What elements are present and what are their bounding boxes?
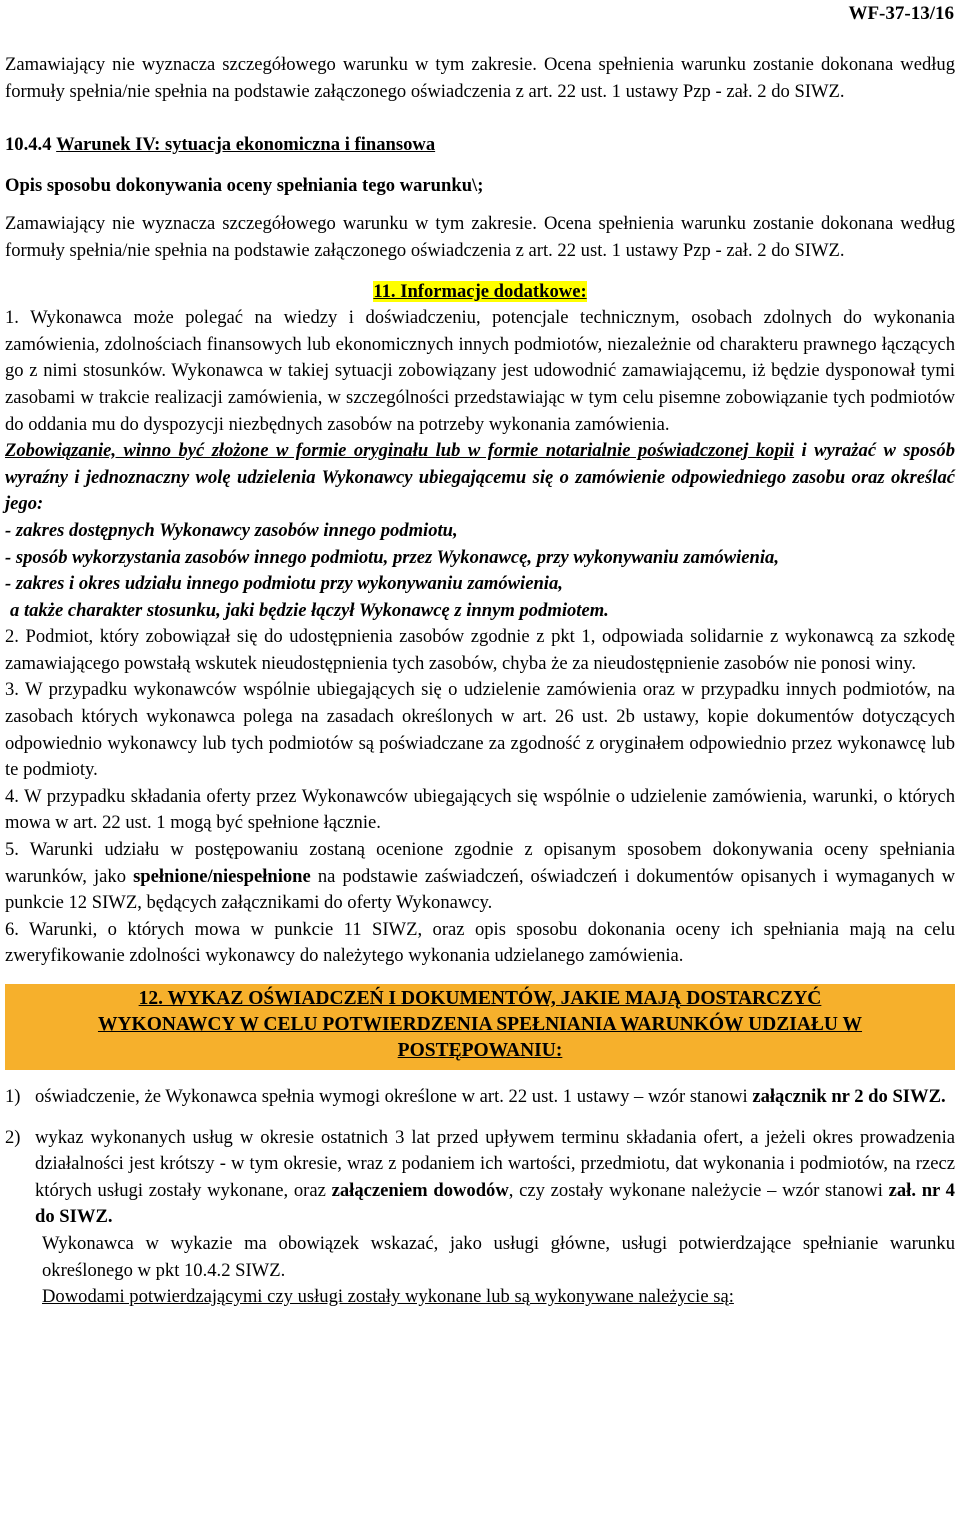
section-11-title: 11. Informacje dodatkowe:: [373, 280, 587, 302]
item-2-lead: wykaz wykonanych usług w okresie ostatnich 3 lat przed upływem terminu składania ofert, a jeżeli okres prowadzenia działalności jest krótszy - w tym okresie, wraz z podaniem ich wartości, przedmiotu, dat wykonania i podmiotów, na rzecz których usługi zostały wykonane, oraz: [35, 1126, 955, 1201]
commitment-bullet-2: - sposób wykorzystania zasobów innego podmiotu, przez Wykonawcę, przy wykonywaniu zamówienia,: [5, 546, 779, 568]
point-5-status: spełnione/niespełnione: [133, 865, 311, 887]
list-number: 1): [5, 1086, 21, 1107]
section-12-heading: [5, 984, 955, 1070]
evaluation-method-heading: Opis sposobu dokonywania oceny spełniania tego warunku\;: [5, 174, 484, 196]
heading-number: 10.4.4: [5, 134, 52, 156]
section-11-point-6: 6. Warunki, o których mowa w punkcie 11 SIWZ, oraz opis sposobu dokonania oceny ich spełniania mają na celu zweryfikowanie zdolności wykonawcy do należytego wykonania udzielanego zamówienia.: [5, 918, 955, 967]
section-12-title-line-2: WYKONAWCY W CELU POTWIERDZENIA SPEŁNIANIA WARUNKÓW UDZIAŁU W: [97, 1014, 863, 1035]
commitment-bullet-3: - zakres i okres udziału innego podmiotu przy wykonywaniu zamówienia,: [5, 573, 563, 595]
heading-title: Warunek IV: sytuacja ekonomiczna i finansowa: [56, 134, 436, 156]
section-11-point-5: [5, 837, 955, 917]
list-number: 2): [5, 1126, 21, 1148]
item-2-attachment: zał. nr 4 do SIWZ.: [35, 1179, 955, 1228]
item-2-evidence: załączeniem dowodów: [331, 1179, 509, 1201]
item-1-attachment: załącznik nr 2 do SIWZ.: [752, 1086, 946, 1107]
list-item-text: [35, 1084, 955, 1111]
point-5-rest: na podstawie zaświadczeń, oświadczeń i dokumentów opisanych i wymaganych w punkcie 12 SIWZ, będących załącznikami do oferty Wykonawcy.: [5, 865, 955, 914]
point-5-lead: 5. Warunki udziału w postępowaniu zostaną ocenione zgodnie z opisanym sposobem dokonywania oceny spełniania warunków, jako: [5, 839, 955, 887]
heading-10-4-4: [5, 132, 955, 159]
paragraph-warunek-iii-text: Zamawiający nie wyznacza szczegółowego warunku w tym zakresie. Ocena spełnienia warunku zostanie dokonana według formuły spełnia/nie spełnia na podstawie załączonego oświadczenia z art. 22 ust. 1 ustawy Pzp - zał. 2 do SIWZ.: [5, 54, 955, 102]
paragraph-warunek-iv-text: Zamawiający nie wyznacza szczegółowego warunku w tym zakresie. Ocena spełnienia warunku zostanie dokonana według formuły spełnia/nie spełnia na podstawie załączonego oświadczenia z art. 22 ust. 1 ustawy Pzp - zał. 2 do SIWZ.: [5, 213, 955, 261]
section-12-title-line-1: 12. WYKAZ OŚWIADCZEŃ I DOKUMENTÓW, JAKIE MAJĄ DOSTARCZYĆ: [138, 988, 822, 1009]
section-11-point-1: 1. Wykonawca może polegać na wiedzy i doświadczeniu, potencjale technicznym, osobach zdolnych do wykonania zamówienia, zdolnościach finansowych lub ekonomicznych innych podmiotów, niezależnie od charakteru prawnego łączących go z nimi stosunków. Wykonawca w takiej sytuacji zobowiązany jest udowodnić zamawiającemu, iż będzie dysponował tymi zasobami w trakcie realizacji zamówienia, w szczególności przedstawiając w tym celu pisemne zobowiązanie tych podmiotów do oddania mu do dyspozycji niezbędnych zasobów na potrzeby wykonania zamówienia.: [5, 307, 955, 435]
section-12-title-line-3: POSTĘPOWANIU:: [397, 1040, 563, 1061]
services-list-note: Wykonawca w wykazie ma obowiązek wskazać, jako usługi główne, usługi potwierdzające spełnianie warunku określonego w pkt 10.4.2 SIWZ.: [42, 1232, 955, 1281]
commitment-rest: i wyrażać w sposób wyraźny i jednoznaczny wolę udzielenia Wykonawcy ubiegającemu się o zamówienie odpowiedniego zasobu oraz określać jego:: [5, 440, 956, 515]
document-list-item-1: [5, 1084, 955, 1111]
document-page: [5, 0, 955, 1311]
document-id: WF-37-13/16: [848, 3, 954, 24]
commitment-bullet-4: a także charakter stosunku, jaki będzie łączył Wykonawcę z innym podmiotem.: [10, 599, 609, 621]
commitment-lead: Zobowiązanie, winno być złożone: [5, 440, 276, 462]
item-1-lead: oświadczenie, że Wykonawca spełnia wymogi określone w art. 22 ust. 1 ustawy – wzór stanowi: [35, 1086, 753, 1107]
commitment-bullet-1: - zakres dostępnych Wykonawcy zasobów innego podmiotu,: [5, 519, 458, 541]
evidence-heading-text: Dowodami potwierdzającymi czy usługi zostały wykonane lub są wykonywane należycie są:: [42, 1286, 734, 1308]
document-list-item-2: [5, 1125, 955, 1231]
section-11-heading: [5, 279, 955, 306]
section-11-point-2: 2. Podmiot, który zobowiązał się do udostępnienia zasobów zgodnie z pkt 1, odpowiada solidarnie z wykonawcą za szkodę zamawiającego powstałą wskutek nieudostępnienia tych zasobów, chyba że za nieudostępnienie zasobów nie ponosi winy.: [5, 626, 955, 674]
section-11-point-4: 4. W przypadku składania oferty przez Wykonawców ubiegających się wspólnie o udzielenie zamówienia, warunki, o których mowa w art. 22 ust. 1 mogą być spełnione łącznie.: [5, 785, 955, 834]
item-2-mid: , czy zostały wykonane należycie – wzór stanowi: [508, 1179, 889, 1201]
commitment-form: w formie oryginału lub w formie notarialnie poświadczonej kopii: [275, 440, 795, 462]
evidence-heading: [5, 1284, 955, 1311]
list-item-text: [35, 1125, 955, 1231]
commitment-paragraph: [5, 438, 955, 518]
section-11-point-3: 3. W przypadku wykonawców wspólnie ubiegających się o udzielenie zamówienia oraz w przypadku innych podmiotów, na zasobach których wykonawca polega na zasadach określonych w art. 26 ust. 2b ustawy, kopie dokumentów dotyczących odpowiednio wykonawcy lub tych podmiotów są poświadczane za zgodność z oryginałem odpowiednio przez wykonawcę lub te podmioty.: [5, 679, 955, 781]
